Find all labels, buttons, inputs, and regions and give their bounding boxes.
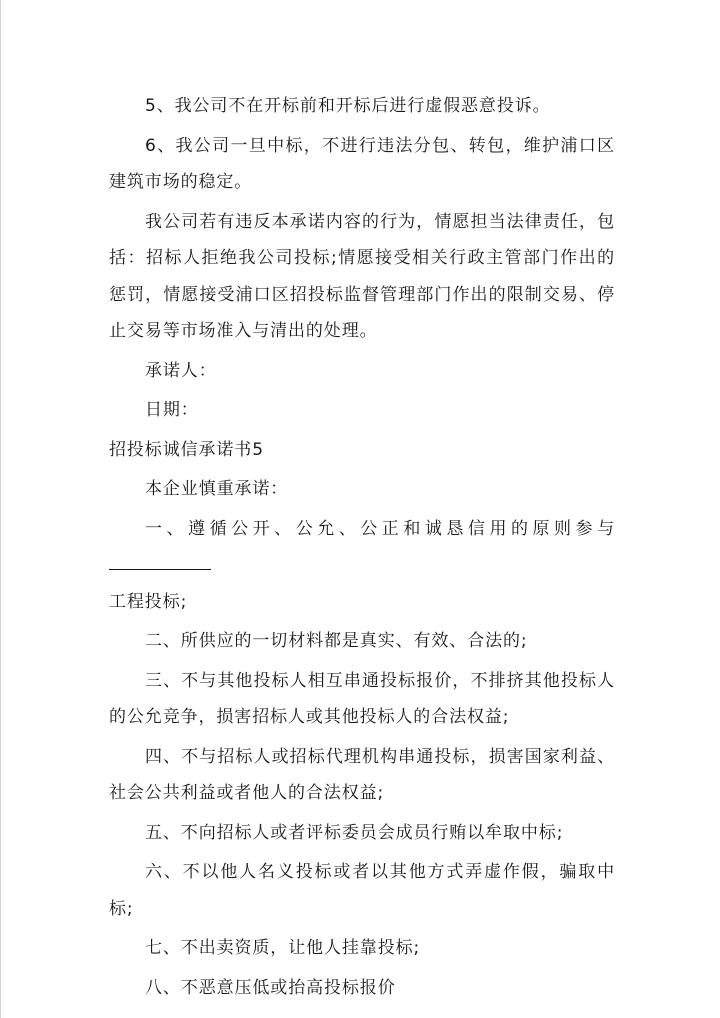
commitment-item-3: 三、不与其他投标人相互串通投标报价，不排挤其他投标人的公允竞争，损害招标人或其他投标人的合法权益; <box>109 670 615 727</box>
commitment-item-6: 六、不以他人名义投标或者以其他方式弄虚作假，骗取中标; <box>109 862 615 919</box>
paragraph-item-5: 5、我公司不在开标前和开标后进行虚假恶意投诉。 <box>145 96 551 116</box>
commitment-item-7: 七、不出卖资质，让他人挂靠投标; <box>145 938 421 958</box>
commitment-item-1-text: 一、遵循公开、公允、公正和诚恳信用的原则参与 <box>145 518 615 539</box>
signatory-label: 承诺人： <box>145 360 217 381</box>
commitment-item-4: 四、不与招标人或招标代理机构串通投标，损害国家利益、社会公共利益或者他人的合法权益; <box>109 746 615 803</box>
commitment-intro: 本企业慎重承诺： <box>145 479 289 499</box>
document-body <box>109 88 615 1006</box>
date-label: 日期： <box>145 400 199 420</box>
commitment-item-1 <box>109 511 615 621</box>
commitment-item-1-suffix: 工程投标; <box>109 591 188 612</box>
project-name-blank[interactable] <box>109 551 211 570</box>
paragraph-liability: 我公司若有违反本承诺内容的行为，情愿担当法律责任，包括：招标人拒绝我公司投标;情愿接受相关行政主管部门作出的惩罚，情愿接受浦口区招投标监督管理部门作出的限制交易、停止交易等市场准入与清出的处理。 <box>109 211 615 341</box>
commitment-item-2: 二、所供应的一切材料都是真实、有效、合法的; <box>145 631 528 651</box>
paragraph-item-6: 6、我公司一旦中标，不进行违法分包、转包，维护浦口区建筑市场的稳定。 <box>109 135 615 192</box>
section-title: 招投标诚信承诺书5 <box>109 439 264 460</box>
commitment-item-8: 八、不恶意压低或抬高投标报价 <box>145 977 396 998</box>
commitment-item-5: 五、不向招标人或者评标委员会成员行贿以牟取中标; <box>145 822 564 843</box>
